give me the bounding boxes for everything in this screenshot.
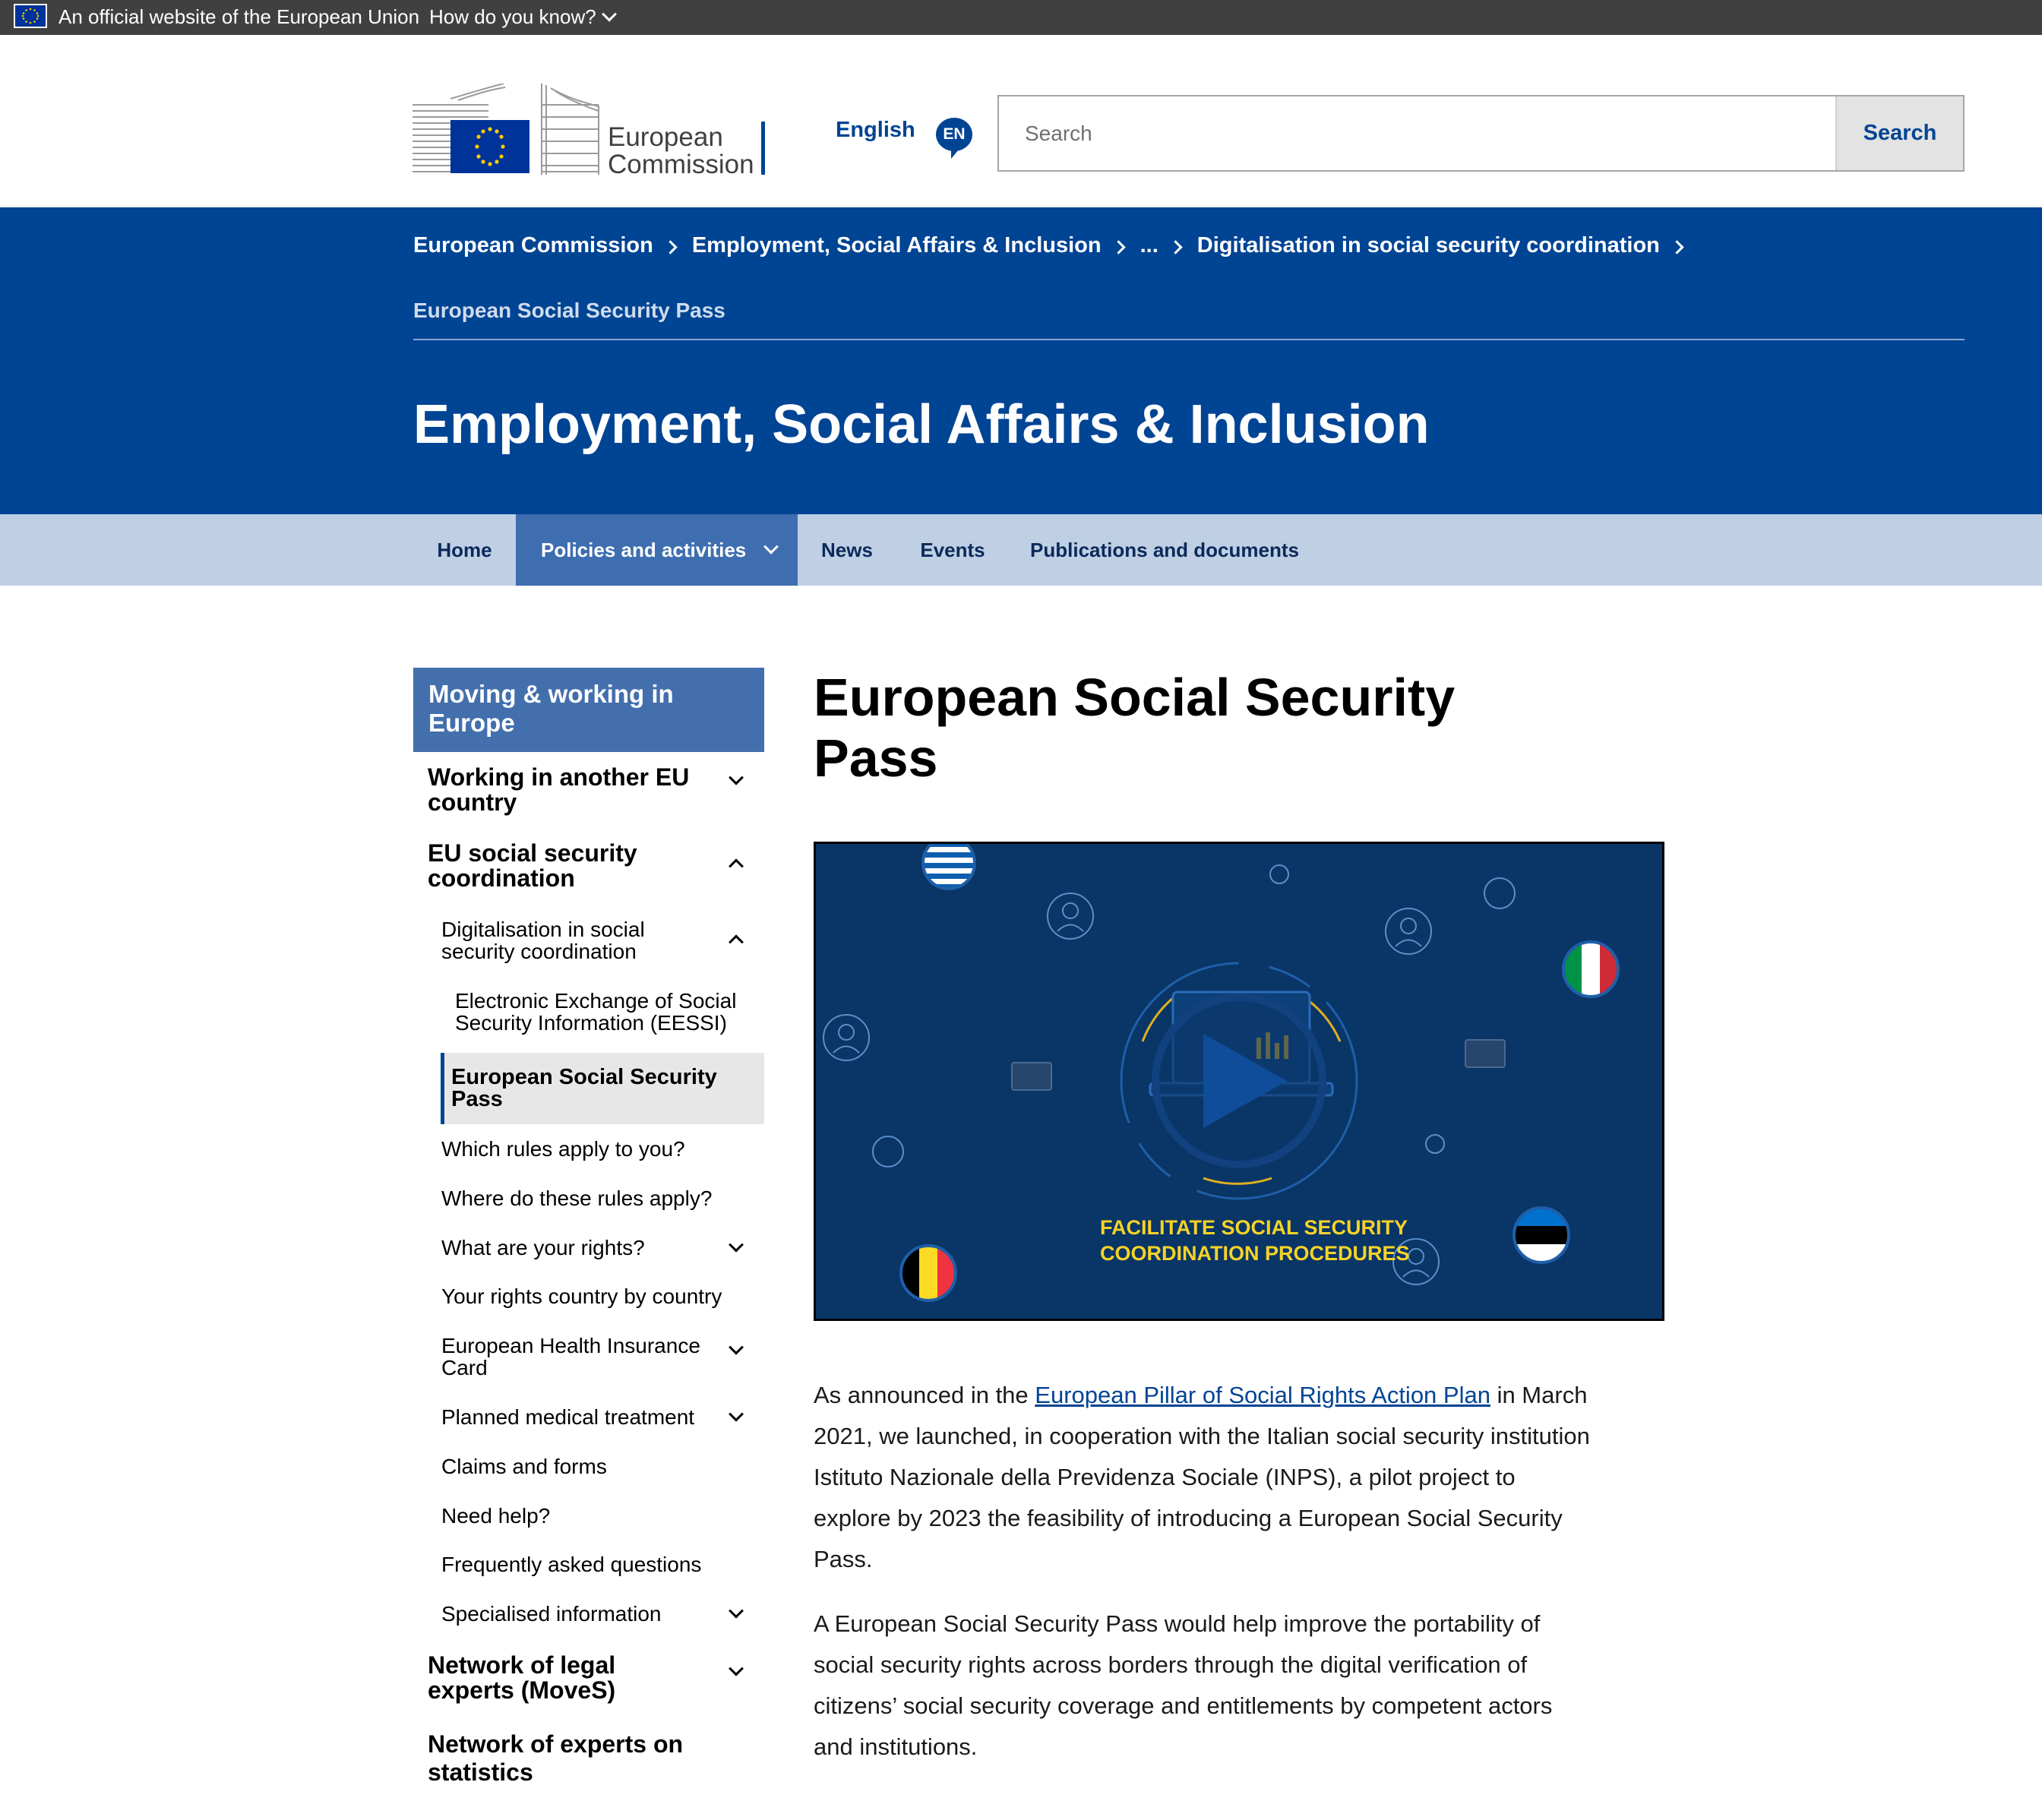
- search-input[interactable]: [999, 96, 1835, 170]
- sidebar-item-claims-and-forms[interactable]: Claims and forms: [441, 1455, 607, 1478]
- site-title[interactable]: Employment, Social Affairs & Inclusion: [413, 394, 1430, 455]
- chevron-right-icon: [663, 240, 677, 254]
- sidebar-item-where-rules-apply[interactable]: Where do these rules apply?: [441, 1186, 713, 1210]
- main-navigation: [0, 514, 2042, 586]
- nav-events[interactable]: Events: [920, 538, 985, 561]
- sidebar-item-what-are-your-rights[interactable]: [413, 1237, 764, 1259]
- chevron-down-icon[interactable]: [729, 1604, 744, 1619]
- chevron-down-icon[interactable]: [729, 1407, 744, 1422]
- nav-policies-and-activities[interactable]: [516, 514, 798, 586]
- sidebar-item-label: European Health Insurance Card: [441, 1334, 700, 1379]
- breadcrumb-divider: [413, 339, 1965, 340]
- how-do-you-know-toggle[interactable]: [429, 5, 615, 29]
- chevron-right-icon: [1168, 240, 1182, 254]
- breadcrumb-ellipsis[interactable]: ...: [1140, 233, 1159, 258]
- how-do-you-know-label: How do you know?: [429, 5, 596, 28]
- sidebar-item-which-rules-apply[interactable]: Which rules apply to you?: [441, 1137, 685, 1161]
- video-caption-line1: FACILITATE SOCIAL SECURITY: [1100, 1216, 1408, 1239]
- official-website-text: An official website of the European Union: [58, 5, 420, 28]
- eu-flag-icon: [14, 4, 47, 28]
- sidebar-item-label: Working in another EU country: [428, 763, 690, 816]
- breadcrumb: [413, 233, 1699, 258]
- breadcrumb-link-commission[interactable]: European Commission: [413, 233, 653, 258]
- language-selector[interactable]: English: [836, 118, 915, 142]
- breadcrumb-current: European Social Security Pass: [413, 299, 725, 322]
- paragraph-text: As announced in the: [814, 1382, 1035, 1408]
- sidebar-item-label: Network of legal experts (MoveS): [428, 1651, 616, 1704]
- sidebar-item-rights-country-by-country[interactable]: Your rights country by country: [441, 1284, 722, 1308]
- chevron-down-icon[interactable]: [729, 1237, 744, 1253]
- chevron-right-icon: [1111, 240, 1125, 254]
- sidebar-item-eessi[interactable]: [413, 990, 764, 1034]
- chevron-up-icon[interactable]: [729, 858, 744, 874]
- chevron-down-icon[interactable]: [729, 1661, 744, 1676]
- eu-official-bar: [0, 0, 2042, 35]
- chevron-down-icon: [602, 6, 617, 21]
- sidebar-item-label: Specialised information: [441, 1602, 662, 1626]
- sidebar-item-faq[interactable]: Frequently asked questions: [441, 1553, 702, 1576]
- chevron-down-icon: [763, 539, 779, 555]
- logo-text-commission: Commission: [608, 150, 754, 179]
- intro-paragraph: [814, 1375, 1596, 1580]
- sidebar-item-working-in-another-eu-country[interactable]: [413, 765, 764, 815]
- chevron-down-icon[interactable]: [729, 770, 744, 785]
- page-title: European Social Security Pass: [814, 668, 1456, 788]
- sidebar-item-label: Digitalisation in social security coordination: [441, 918, 645, 963]
- search-button[interactable]: Search: [1835, 96, 1963, 170]
- breadcrumb-link-employment[interactable]: Employment, Social Affairs & Inclusion: [691, 233, 1102, 258]
- pillar-action-plan-link[interactable]: European Pillar of Social Rights Action Plan: [1035, 1382, 1490, 1408]
- nav-home[interactable]: Home: [437, 538, 492, 561]
- sidebar-item-planned-medical-treatment[interactable]: [413, 1406, 764, 1428]
- sidebar-heading[interactable]: Moving & working in Europe: [413, 668, 764, 752]
- sidebar-item-label: Planned medical treatment: [441, 1405, 695, 1429]
- chevron-down-icon[interactable]: [729, 1340, 744, 1355]
- nav-policies-label: Policies and activities: [541, 538, 747, 561]
- video-player[interactable]: [814, 842, 1664, 1321]
- chevron-up-icon[interactable]: [729, 934, 744, 949]
- sidebar-item-specialised-information[interactable]: [413, 1603, 764, 1625]
- nav-publications-and-documents[interactable]: Publications and documents: [1030, 538, 1299, 561]
- sidebar-item-need-help[interactable]: Need help?: [441, 1504, 551, 1528]
- sidebar-item-ehic[interactable]: [413, 1335, 764, 1379]
- sidebar-item-network-of-experts-on-statistics[interactable]: [413, 1730, 764, 1787]
- sidebar-item-eu-social-security-coordination[interactable]: [413, 841, 764, 891]
- site-header: [0, 207, 2042, 514]
- play-icon[interactable]: [1155, 998, 1323, 1165]
- sidebar-item-european-social-security-pass[interactable]: European Social Security Pass: [441, 1053, 764, 1124]
- paragraph-text: in March 2021, we launched, in cooperation with the Italian social security institution Istituto Nazionale della Previdenza Sociale (INPS), a pilot project to explore by 2023 the feasibility of introducing a European Social Security Pass.: [814, 1382, 1590, 1572]
- sidebar-item-digitalisation[interactable]: [413, 918, 764, 962]
- sidebar-item-label: Network of experts on statistics: [428, 1730, 684, 1786]
- sidebar-item-label: What are your rights?: [441, 1236, 645, 1259]
- sidebar-item-label: EU social security coordination: [428, 839, 637, 892]
- search-form: [997, 95, 1965, 172]
- second-paragraph: A European Social Security Pass would help improve the portability of social security rights across borders through the digital verification of citizens’ social security coverage and entitlements by competent actors and institutions.: [814, 1610, 1553, 1760]
- nav-news[interactable]: News: [821, 538, 873, 561]
- sidebar-item-label: Electronic Exchange of Social Security Information (EESSI): [455, 989, 737, 1035]
- sidebar-item-network-of-legal-experts[interactable]: [413, 1653, 764, 1703]
- breadcrumb-link-digitalisation[interactable]: Digitalisation in social security coordination: [1196, 233, 1660, 258]
- logo-text-european: European: [608, 122, 723, 152]
- language-code-badge[interactable]: EN: [936, 118, 972, 151]
- chevron-right-icon: [1670, 240, 1683, 254]
- european-commission-logo[interactable]: [413, 84, 766, 179]
- video-caption-line2: COORDINATION PROCEDURES: [1100, 1242, 1410, 1265]
